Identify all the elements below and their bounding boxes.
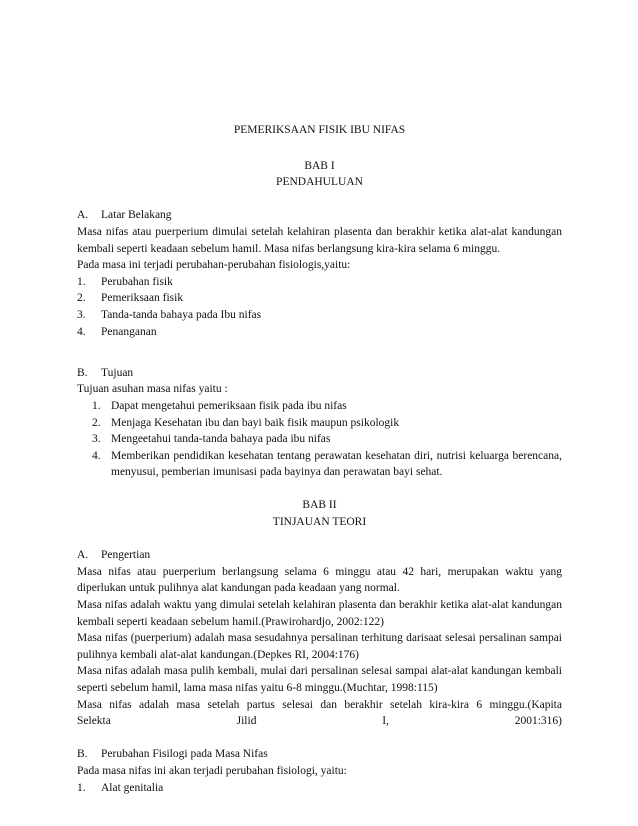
- bab2-name: TINJAUAN TEORI: [272, 516, 367, 529]
- list-item: 2. Pemeriksaan fisik: [77, 292, 184, 305]
- bab2-number: BAB II: [302, 499, 337, 512]
- paragraph: Masa nifas adalah masa pulih kembali, mulai dari persalinan selesai sampai alat-alat kandungan kembali seperti sebelum hamil, lama masa nifas yaitu 6-8 minggu.(Muchtar, 1998:115): [77, 665, 562, 694]
- bab1-name: PENDAHULUAN: [276, 176, 363, 189]
- section-heading-text: Tujuan: [101, 366, 134, 379]
- paragraph: Masa nifas atau puerperium berlangsung selama 6 minggu atau 42 hari, merupakan waktu yang diperlukan untuk pulihnya alat kandungan pada keadaan yang normal.: [77, 565, 562, 595]
- section-letter: B.: [77, 748, 88, 761]
- section-letter: A.: [77, 549, 89, 562]
- list-item: 3. Mengeetahui tanda-tanda bahaya pada ibu nifas: [92, 433, 331, 446]
- list-item: 1. Dapat mengetahui pemeriksaan fisik pada ibu nifas: [92, 399, 347, 412]
- list-item: 4. Penanganan: [77, 325, 157, 338]
- list-item: 3. Tanda-tanda bahaya pada Ibu nifas: [77, 308, 262, 321]
- list-perubahan-fisiologi: [77, 780, 562, 797]
- list-tujuan: [77, 398, 562, 481]
- list-item: 1. Perubahan fisik: [77, 275, 173, 288]
- list-item: 2. Menjaga Kesehatan ibu dan bayi baik fisik maupun psikologik: [92, 416, 400, 429]
- section-heading-text: Latar Belakang: [101, 209, 172, 222]
- paragraph-kapita-line2: Selekta Jilid I, 2001:316): [77, 715, 562, 728]
- section-heading-pengertian: [77, 547, 562, 564]
- paragraph: Masa nifas (puerperium) adalah masa sesudahnya persalinan terhitung darisaat selesai persalinan sampai pulihnya kembali alat-alat kandungan.(Depkes RI, 2004:176): [77, 632, 562, 661]
- paragraph: Masa nifas atau puerperium dimulai setelah kelahiran plasenta dan berakhir ketika alat-alat kandungan kembali seperti keadaan sebelum hamil. Masa nifas berlangsung kira-kira selama 6 minggu.: [77, 225, 562, 255]
- list-item: 4. Memberikan pendidikan kesehatan tentang perawatan kesehatan diri, nutrisi keluarga berencana, menyusui, pemberian imunisasi pada bayinya dan perawatan bayi sehat.: [92, 449, 562, 479]
- paragraph: Tujuan asuhan masa nifas yaitu :: [77, 383, 228, 396]
- section-heading-latar-belakang: [77, 207, 562, 224]
- section-heading-text: Perubahan Fisilogi pada Masa Nifas: [101, 748, 268, 761]
- paragraph-kapita-line1: Masa nifas adalah masa setelah partus selesai dan berakhir setelah kira-kira 6 minggu.(Kapita: [77, 698, 562, 711]
- document-title: PEMERIKSAAN FISIK IBU NIFAS: [233, 124, 406, 136]
- paragraph: Pada masa nifas ini akan terjadi perubahan fisiologi, yaitu:: [77, 764, 347, 777]
- section-letter: B.: [77, 366, 88, 379]
- paragraph: Masa nifas adalah waktu yang dimulai setelah kelahiran plasenta dan berakhir ketika alat-alat kandungan kembali seperti keadaan sebelum hamil.(Prawirohardjo, 2002:122): [77, 599, 562, 628]
- section-heading-text: Pengertian: [101, 549, 151, 562]
- list-item: 1. Alat genitalia: [77, 781, 164, 794]
- section-heading-perubahan-fisiologi: [77, 746, 562, 763]
- section-heading-tujuan: [77, 365, 562, 382]
- document-body: [77, 122, 562, 796]
- paragraph: Pada masa ini terjadi perubahan-perubahan fisiologis,yaitu:: [77, 259, 351, 272]
- list-perubahan: [77, 274, 562, 340]
- bab1-number: BAB I: [304, 159, 335, 172]
- section-letter: A.: [77, 209, 89, 222]
